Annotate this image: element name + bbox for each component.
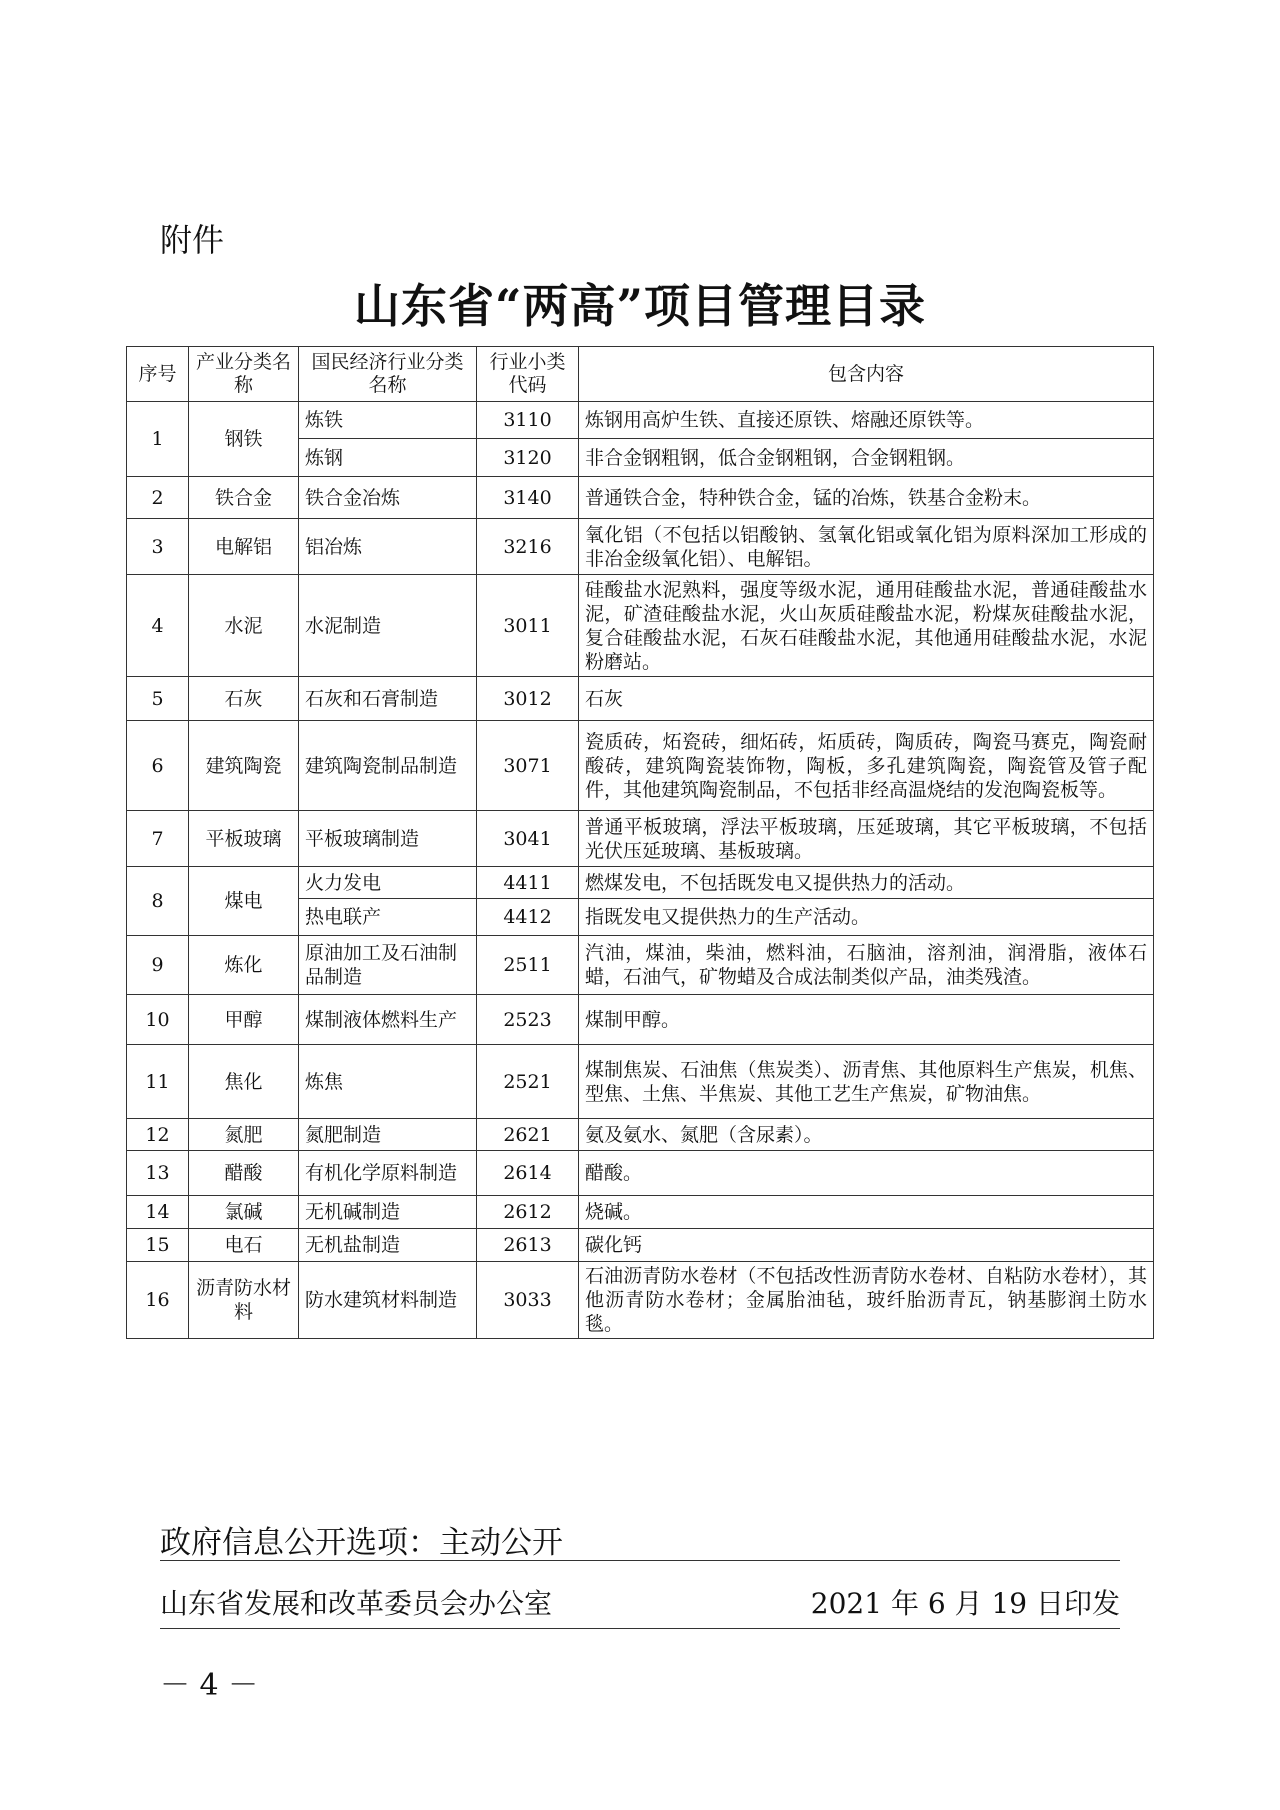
table-row — [127, 995, 1154, 1045]
cell-code: 3012 — [477, 677, 579, 721]
cell-category: 氮肥 — [189, 1119, 299, 1151]
cell-industry: 石灰和石膏制造 — [299, 677, 477, 721]
table-row — [127, 811, 1154, 867]
issuer-line — [160, 1582, 1120, 1622]
cell-category: 水泥 — [189, 575, 299, 677]
cell-category: 石灰 — [189, 677, 299, 721]
cell-serial: 13 — [127, 1151, 189, 1196]
cell-category: 电解铝 — [189, 519, 299, 575]
cell-code: 2613 — [477, 1229, 579, 1262]
table-row — [127, 1045, 1154, 1119]
table-row — [127, 575, 1154, 677]
cell-industry: 炼焦 — [299, 1045, 477, 1119]
table-row — [127, 477, 1154, 519]
cell-category: 建筑陶瓷 — [189, 721, 299, 811]
header-content: 包含内容 — [579, 347, 1154, 402]
issuer-name: 山东省发展和改革委员会办公室 — [160, 1587, 553, 1620]
cell-category: 钢铁 — [189, 402, 299, 477]
cell-serial: 9 — [127, 936, 189, 995]
cell-content: 醋酸。 — [579, 1151, 1154, 1196]
table-row — [127, 1196, 1154, 1229]
cell-content: 煤制焦炭、石油焦（焦炭类）、沥青焦、其他原料生产焦炭，机焦、型焦、土焦、半焦炭、其他工艺生产焦炭，矿物油焦。 — [579, 1045, 1154, 1119]
cell-industry: 炼铁 — [299, 402, 477, 439]
cell-content: 碳化钙 — [579, 1229, 1154, 1262]
cell-content: 煤制甲醇。 — [579, 995, 1154, 1045]
cell-industry: 铝冶炼 — [299, 519, 477, 575]
cell-code: 3011 — [477, 575, 579, 677]
header-industry: 国民经济行业分类名称 — [299, 347, 477, 402]
cell-code: 4412 — [477, 899, 579, 936]
cell-industry: 平板玻璃制造 — [299, 811, 477, 867]
cell-content: 普通平板玻璃，浮法平板玻璃，压延玻璃，其它平板玻璃，不包括光伏压延玻璃、基板玻璃。 — [579, 811, 1154, 867]
cell-content: 非合金钢粗钢，低合金钢粗钢，合金钢粗钢。 — [579, 439, 1154, 477]
attachment-label: 附件 — [160, 221, 225, 259]
cell-industry: 火力发电 — [299, 867, 477, 899]
cell-content: 氨及氨水、氮肥（含尿素）。 — [579, 1119, 1154, 1151]
table-row — [127, 867, 1154, 899]
cell-category: 焦化 — [189, 1045, 299, 1119]
project-catalog-table — [126, 346, 1154, 1339]
cell-content: 汽油，煤油，柴油，燃料油，石脑油，溶剂油，润滑脂，液体石蜡，石油气，矿物蜡及合成法制类似产品，油类残渣。 — [579, 936, 1154, 995]
issue-date: 2021 年 6 月 19 日印发 — [810, 1587, 1120, 1620]
cell-code: 2612 — [477, 1196, 579, 1229]
cell-serial: 15 — [127, 1229, 189, 1262]
cell-content: 烧碱。 — [579, 1196, 1154, 1229]
cell-code: 3041 — [477, 811, 579, 867]
cell-code: 2521 — [477, 1045, 579, 1119]
cell-content: 普通铁合金，特种铁合金，锰的冶炼，铁基合金粉末。 — [579, 477, 1154, 519]
cell-serial: 14 — [127, 1196, 189, 1229]
cell-content: 瓷质砖，炻瓷砖，细炻砖，炻质砖，陶质砖，陶瓷马赛克，陶瓷耐酸砖，建筑陶瓷装饰物，陶板，多孔建筑陶瓷，陶瓷管及管子配件，其他建筑陶瓷制品，不包括非经高温烧结的发泡陶瓷板等。 — [579, 721, 1154, 811]
cell-serial: 4 — [127, 575, 189, 677]
cell-serial: 2 — [127, 477, 189, 519]
cell-code: 3216 — [477, 519, 579, 575]
cell-code: 2523 — [477, 995, 579, 1045]
cell-content: 石油沥青防水卷材（不包括改性沥青防水卷材、自粘防水卷材），其他沥青防水卷材；金属胎油毡，玻纤胎沥青瓦，钠基膨润土防水毯。 — [579, 1262, 1154, 1339]
table-row — [127, 936, 1154, 995]
cell-serial: 11 — [127, 1045, 189, 1119]
cell-category: 氯碱 — [189, 1196, 299, 1229]
cell-category: 甲醇 — [189, 995, 299, 1045]
cell-serial: 12 — [127, 1119, 189, 1151]
cell-code: 3120 — [477, 439, 579, 477]
table-row — [127, 677, 1154, 721]
cell-serial: 3 — [127, 519, 189, 575]
cell-category: 沥青防水材料 — [189, 1262, 299, 1339]
cell-industry: 铁合金冶炼 — [299, 477, 477, 519]
footer-divider-top — [160, 1560, 1120, 1561]
header-code: 行业小类代码 — [477, 347, 579, 402]
header-category: 产业分类名称 — [189, 347, 299, 402]
cell-category: 煤电 — [189, 867, 299, 936]
cell-serial: 8 — [127, 867, 189, 936]
cell-category: 醋酸 — [189, 1151, 299, 1196]
cell-code: 3033 — [477, 1262, 579, 1339]
cell-serial: 10 — [127, 995, 189, 1045]
cell-content: 指既发电又提供热力的生产活动。 — [579, 899, 1154, 936]
cell-code: 2614 — [477, 1151, 579, 1196]
cell-industry: 无机碱制造 — [299, 1196, 477, 1229]
disclosure-option: 政府信息公开选项：主动公开 — [160, 1525, 563, 1561]
table-row — [127, 519, 1154, 575]
cell-industry: 热电联产 — [299, 899, 477, 936]
cell-category: 铁合金 — [189, 477, 299, 519]
cell-content: 燃煤发电，不包括既发电又提供热力的活动。 — [579, 867, 1154, 899]
table-body — [127, 402, 1154, 1339]
cell-serial: 1 — [127, 402, 189, 477]
cell-category: 炼化 — [189, 936, 299, 995]
cell-code: 4411 — [477, 867, 579, 899]
footer-divider-bottom — [160, 1628, 1120, 1629]
cell-content: 炼钢用高炉生铁、直接还原铁、熔融还原铁等。 — [579, 402, 1154, 439]
cell-industry: 原油加工及石油制品制造 — [299, 936, 477, 995]
table-row — [127, 402, 1154, 439]
cell-industry: 煤制液体燃料生产 — [299, 995, 477, 1045]
table-row — [127, 1151, 1154, 1196]
cell-code: 3071 — [477, 721, 579, 811]
cell-serial: 16 — [127, 1262, 189, 1339]
header-serial: 序号 — [127, 347, 189, 402]
cell-industry: 无机盐制造 — [299, 1229, 477, 1262]
document-title: 山东省“两高”项目管理目录 — [354, 279, 926, 333]
cell-category: 平板玻璃 — [189, 811, 299, 867]
cell-industry: 氮肥制造 — [299, 1119, 477, 1151]
cell-serial: 7 — [127, 811, 189, 867]
cell-code: 3110 — [477, 402, 579, 439]
table-header-row — [127, 347, 1154, 402]
cell-industry: 炼钢 — [299, 439, 477, 477]
cell-serial: 6 — [127, 721, 189, 811]
page-number: － 4 － — [160, 1668, 259, 1703]
cell-industry: 建筑陶瓷制品制造 — [299, 721, 477, 811]
cell-content: 石灰 — [579, 677, 1154, 721]
cell-industry: 防水建筑材料制造 — [299, 1262, 477, 1339]
cell-code: 2621 — [477, 1119, 579, 1151]
cell-serial: 5 — [127, 677, 189, 721]
cell-industry: 有机化学原料制造 — [299, 1151, 477, 1196]
cell-content: 硅酸盐水泥熟料，强度等级水泥，通用硅酸盐水泥，普通硅酸盐水泥，矿渣硅酸盐水泥，火山灰质硅酸盐水泥，粉煤灰硅酸盐水泥，复合硅酸盐水泥，石灰石硅酸盐水泥，其他通用硅酸盐水泥，水泥粉磨站。 — [579, 575, 1154, 677]
table-row — [127, 721, 1154, 811]
cell-industry: 水泥制造 — [299, 575, 477, 677]
table-row — [127, 1262, 1154, 1339]
cell-code: 2511 — [477, 936, 579, 995]
cell-code: 3140 — [477, 477, 579, 519]
cell-category: 电石 — [189, 1229, 299, 1262]
table-row — [127, 1229, 1154, 1262]
cell-content: 氧化铝（不包括以铝酸钠、氢氧化铝或氧化铝为原料深加工形成的非冶金级氧化铝）、电解铝。 — [579, 519, 1154, 575]
table-row — [127, 1119, 1154, 1151]
